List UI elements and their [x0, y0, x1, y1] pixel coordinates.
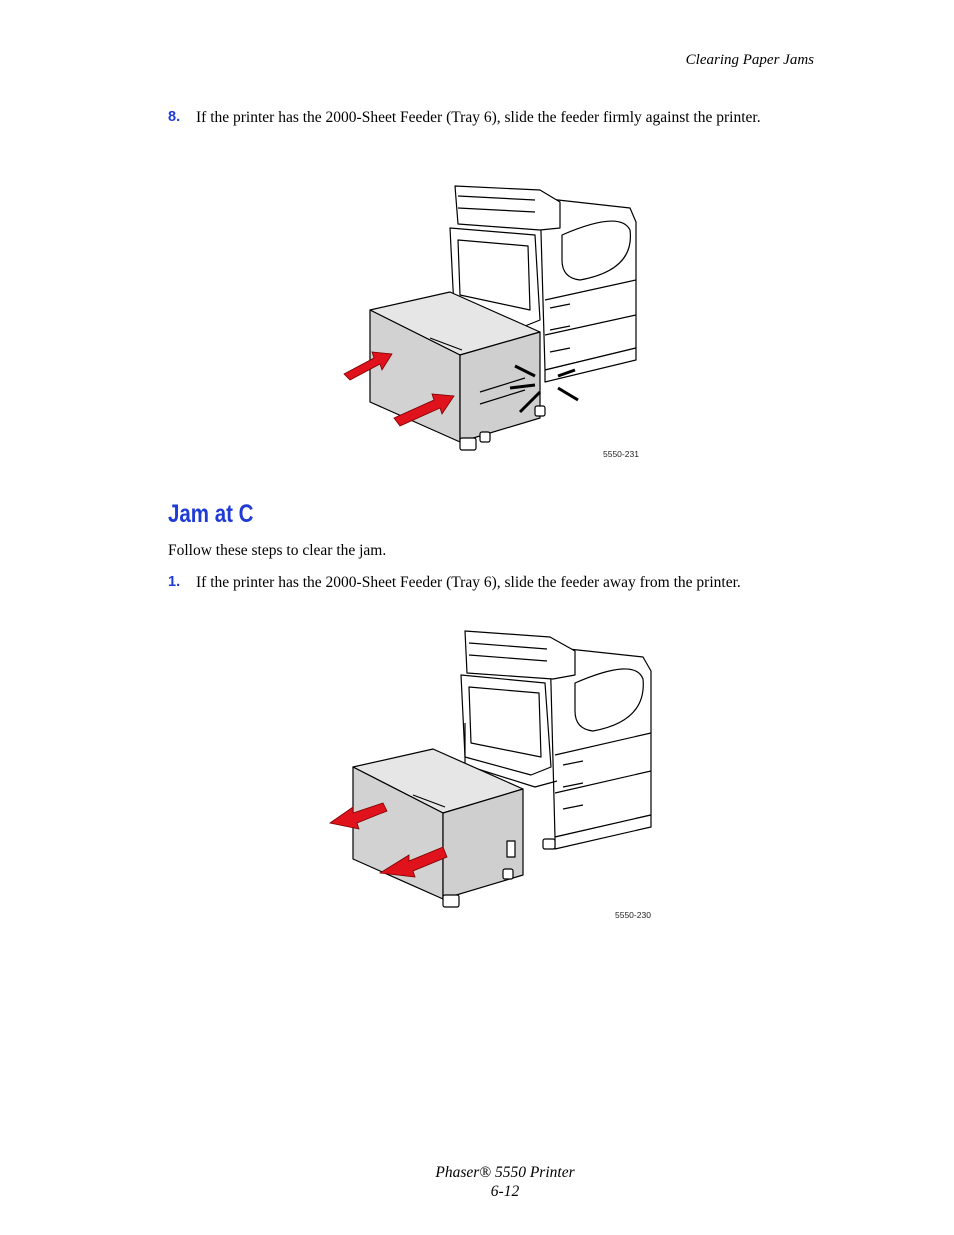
printer-illustration-pull [325, 625, 660, 915]
step-number: 8. [168, 109, 181, 125]
footer-page-number: 6-12 [490, 1183, 520, 1200]
running-header: Clearing Paper Jams [685, 52, 814, 68]
section-intro: Follow these steps to clear the jam. [168, 542, 387, 559]
page-footer [360, 1163, 650, 1201]
footer-product: Phaser® 5550 Printer [435, 1164, 575, 1181]
step-8 [168, 107, 828, 128]
printer-illustration-push [330, 180, 650, 455]
figure-label: 5550-230 [615, 910, 651, 920]
step-number: 1. [168, 574, 181, 590]
figure-label: 5550-231 [603, 449, 639, 459]
step-text: If the printer has the 2000-Sheet Feeder (Tray 6), slide the feeder firmly against the printer. [196, 109, 761, 126]
section-heading: Jam at C [168, 500, 254, 528]
step-1 [168, 572, 828, 593]
step-text: If the printer has the 2000-Sheet Feeder (Tray 6), slide the feeder away from the printer. [196, 574, 741, 591]
